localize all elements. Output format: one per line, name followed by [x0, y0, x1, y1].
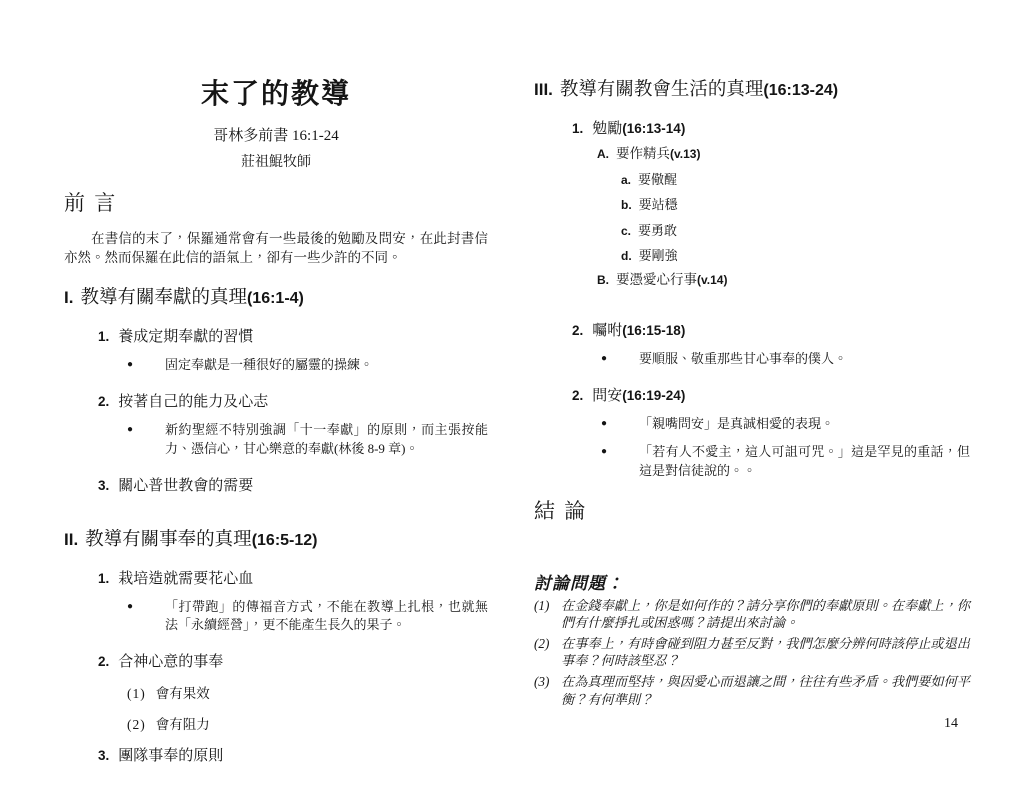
scripture-reference: 哥林多前書 16:1-24 — [213, 127, 339, 144]
bullet-icon: ● — [127, 601, 134, 613]
bullet-icon: ● — [601, 446, 608, 458]
outline-sub-item: A. 要作精兵(v.13) — [597, 146, 701, 162]
discussion-question: (2) 在事奉上，有時會碰到阻力甚至反對，我們怎麼分辨何時該停止或退出事奉？何時該堅忍？ — [534, 635, 970, 669]
outline-point: a. 要儆醒 — [621, 172, 678, 188]
discussion-question: (3) 在為真理而堅持，與因愛心而退讓之間，往往有些矛盾。我們要如何平衡？有何準則？ — [534, 673, 970, 707]
section-2-heading — [64, 530, 488, 551]
section-1-number: I. — [64, 287, 74, 307]
list-item: 2. 按著自己的能力及心志 — [98, 394, 269, 411]
bullet-item: ● 固定奉獻是一種很好的屬靈的操練。 — [127, 356, 488, 374]
list-item: 1. 養成定期奉獻的習慣 — [98, 329, 254, 346]
bullet-item: ● 「親嘴問安」是真誠相愛的表現。 — [601, 415, 970, 433]
bullet-item: ● 「若有人不愛主，這人可詛可咒。」這是罕見的重話，但這是對信徒說的。。 — [601, 443, 970, 479]
section-1-items — [98, 328, 488, 495]
right-column — [534, 80, 970, 708]
bullet-item: ● 新約聖經不特別強調「十一奉獻」的原則，而主張按能力、憑信心，甘心樂意的奉獻(林後 8-9 章)。 — [127, 421, 488, 457]
section-2-number: II. — [64, 529, 79, 549]
outline-point: c. 要勇敢 — [621, 222, 678, 238]
conclusion-heading: 結 論 — [534, 498, 588, 523]
outline-sub-item: B. 要憑愛心行事(v.14) — [597, 272, 728, 288]
discussion-heading: 討論問題： — [534, 573, 624, 593]
list-item: 2. 合神心意的事奉 — [98, 654, 224, 671]
discussion-question: (1) 在金錢奉獻上，你是如何作的？請分享你們的奉獻原則。在奉獻上，你們有什麼掙扎或困惑嗎？請提出來討論。 — [534, 597, 970, 631]
outline-point: b. 要站穩 — [621, 197, 678, 213]
page-title: 末了的教導 — [200, 79, 351, 110]
section-1-ref: (16:1-4) — [246, 289, 304, 307]
intro-heading: 前 言 — [64, 190, 118, 215]
section-2-items — [98, 570, 488, 765]
bullet-icon: ● — [127, 424, 134, 436]
author-name: 莊祖鯤牧師 — [241, 154, 311, 170]
section-2-title: 教導有關事奉的真理 — [85, 529, 252, 550]
bullet-icon: ● — [601, 418, 608, 430]
section-1-heading — [64, 288, 488, 309]
section-3-items — [572, 120, 970, 480]
sub-list-item: (2) 會有阻力 — [127, 717, 210, 733]
section-3-ref: (16:13-24) — [763, 82, 839, 99]
bullet-icon: ● — [601, 353, 608, 365]
intro-paragraph: 在書信的末了，保羅通常會有一些最後的勉勵及問安，在此封書信亦然。然而保羅在此信的語氣上，卻有一些少許的不同。 — [64, 230, 488, 266]
page-number: 14 — [944, 716, 958, 731]
list-item: 2. 囑咐(16:15-18) — [572, 323, 686, 340]
section-1-title: 教導有關奉獻的真理 — [80, 287, 247, 308]
section-2-ref: (16:5-12) — [251, 531, 318, 549]
bullet-item: ● 「打帶跑」的傳福音方式，不能在教導上扎根，也就無法「永續經營」，更不能產生長久的果子。 — [127, 598, 488, 634]
bullet-icon: ● — [127, 359, 134, 371]
left-column — [64, 80, 488, 765]
outline-point: d. 要剛強 — [621, 247, 678, 263]
section-3-heading — [534, 80, 970, 101]
section-3-number: III. — [534, 80, 553, 99]
sub-list-item: (1) 會有果效 — [127, 686, 210, 702]
section-3-title: 教導有關教會生活的真理 — [559, 80, 764, 100]
list-item: 2. 問安(16:19-24) — [572, 388, 686, 405]
list-item: 1. 勉勵(16:13-14) — [572, 121, 686, 138]
list-item: 3. 關心普世教會的需要 — [98, 477, 254, 494]
bullet-item: ● 要順服、敬重那些甘心事奉的僕人。 — [601, 350, 970, 368]
list-item: 3. 團隊事奉的原則 — [98, 748, 224, 765]
list-item: 1. 栽培造就需要花心血 — [98, 571, 254, 588]
